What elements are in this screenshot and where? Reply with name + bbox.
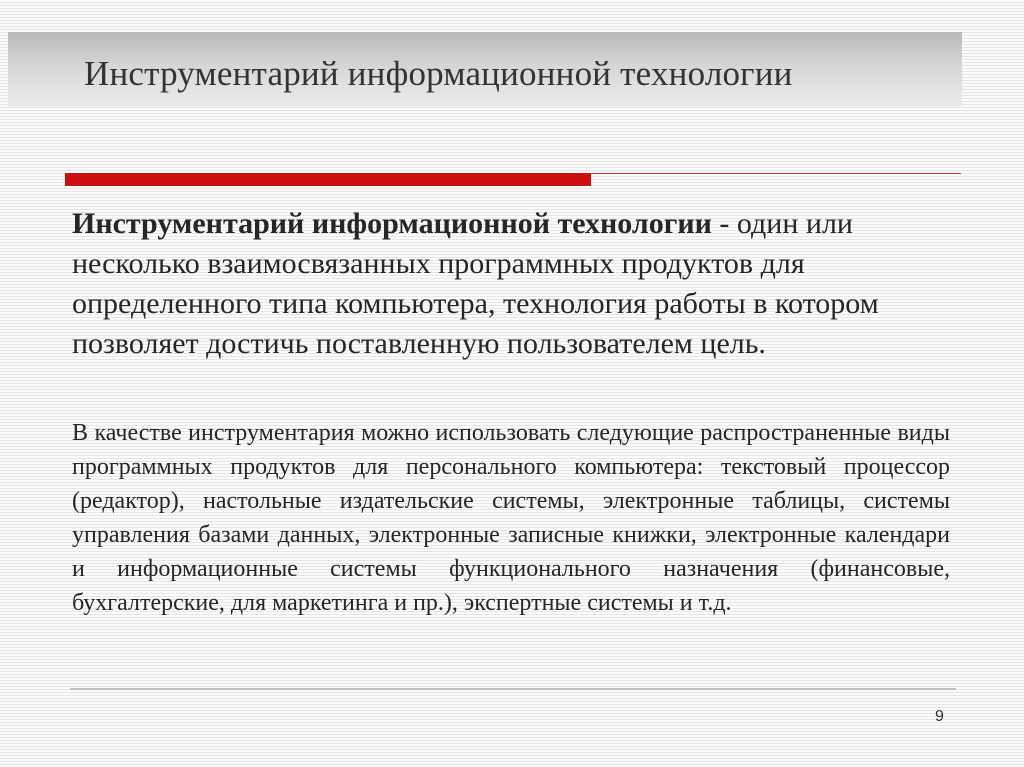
red-accent-bar — [65, 173, 591, 186]
body-paragraph: В качестве инструментария можно использовать следующие распространенные виды программных продуктов для персонального компьютера: текстовый процессор (редактор), настольные издательские системы, электронные таблицы, системы управления базами данных, электронные записные книжки, электронные календари и информационные системы функционального назначения (финансовые, бухгалтерские, для маркетинга и пр.), экспертные системы и т.д. — [72, 420, 950, 616]
definition-block — [72, 204, 952, 364]
page-number: 9 — [935, 708, 944, 725]
definition-term: Инструментарий информационной технологии — [72, 207, 712, 240]
slide-title: Инструментарий информационной технологии — [84, 54, 793, 93]
accent-divider-line — [591, 173, 961, 174]
footer-divider — [70, 688, 956, 690]
definition-text: - один или несколько взаимосвязанных программных продуктов для определенного типа компьютера, технология работы в котором позволяет достичь поставленную пользователем цель. — [72, 207, 879, 360]
